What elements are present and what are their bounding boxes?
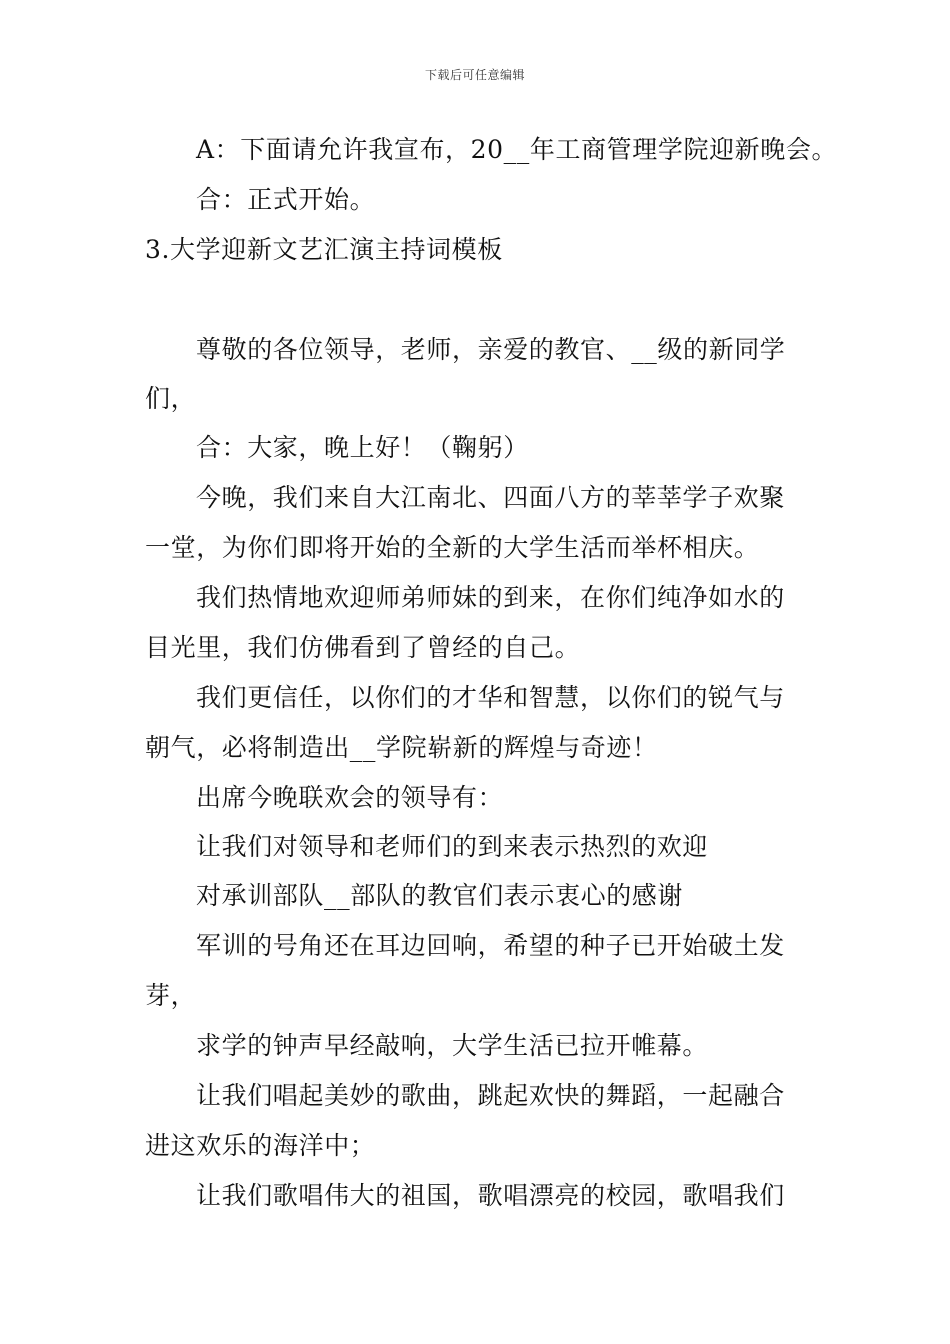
- line-welcome: 我们热情地欢迎师弟师妹的到来，在你们纯净如水的: [196, 583, 785, 612]
- line-opening-announcement: A：下面请允许我宣布，20__年工商管理学院迎新晚会。: [196, 135, 838, 164]
- section-heading: 3.大学迎新文艺汇演主持词模板: [145, 235, 503, 264]
- line-thank-instructors: 对承训部队__部队的教官们表示衷心的感谢: [196, 881, 684, 910]
- line-welcome-leaders: 让我们对领导和老师们的到来表示热烈的欢迎: [196, 832, 709, 861]
- line-greeting: 尊敬的各位领导，老师，亲爱的教官、__级的新同学: [196, 335, 786, 364]
- line-leaders: 出席今晚联欢会的领导有：: [196, 783, 504, 812]
- line-trust: 我们更信任，以你们的才华和智慧，以你们的锐气与: [196, 683, 785, 712]
- line-military-horn-cont: 芽，: [145, 981, 197, 1010]
- line-school-bell: 求学的钟声早经敲响，大学生活已拉开帷幕。: [196, 1031, 709, 1060]
- line-welcome-cont: 目光里，我们仿佛看到了曾经的自己。: [145, 633, 581, 662]
- line-sing-dance: 让我们唱起美妙的歌曲，跳起欢快的舞蹈，一起融合: [196, 1081, 785, 1110]
- line-chorus-start: 合：正式开始。: [196, 185, 376, 214]
- line-trust-cont: 朝气，必将制造出__学院崭新的辉煌与奇迹！: [145, 733, 658, 762]
- line-sing-motherland: 让我们歌唱伟大的祖国，歌唱漂亮的校园，歌唱我们: [196, 1181, 785, 1210]
- line-military-horn: 军训的号角还在耳边回响，希望的种子已开始破土发: [196, 931, 785, 960]
- line-tonight: 今晚，我们来自大江南北、四面八方的莘莘学子欢聚: [196, 483, 785, 512]
- line-chorus-greeting: 合：大家，晚上好！（鞠躬）: [196, 433, 529, 462]
- line-sing-dance-cont: 进这欢乐的海洋中；: [145, 1131, 376, 1160]
- line-greeting-cont: 们，: [145, 384, 197, 413]
- line-tonight-cont: 一堂，为你们即将开始的全新的大学生活而举杯相庆。: [145, 533, 760, 562]
- page-header-note: 下载后可任意编辑: [424, 68, 525, 82]
